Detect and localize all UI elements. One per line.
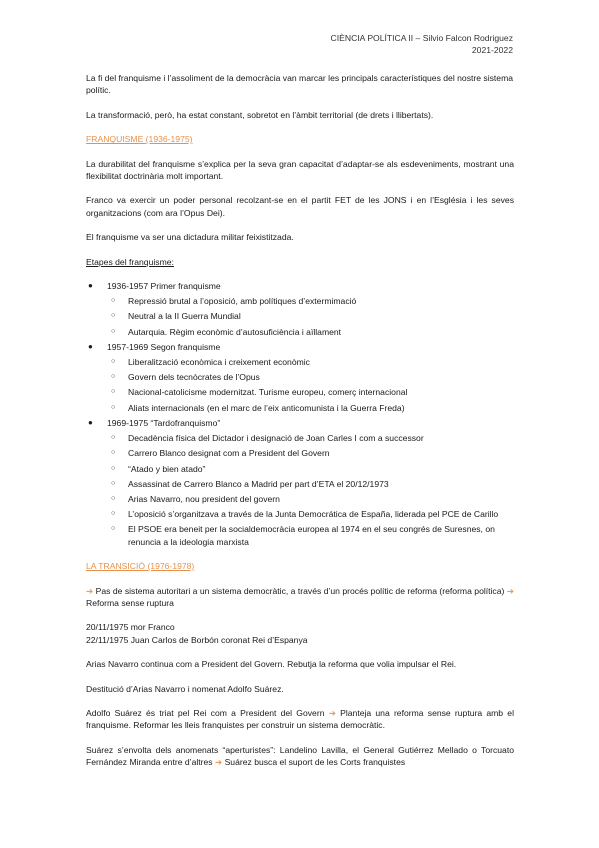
list-item-text: Nacional-catolicisme modernitzat. Turisme europeu, comerç internacional xyxy=(128,387,408,398)
bullet-disc-icon: ● xyxy=(88,341,93,351)
bullet-circle-icon: ○ xyxy=(111,510,116,518)
list-item-text: Assassinat de Carrero Blanco a Madrid per part d’ETA el 20/12/1973 xyxy=(128,478,389,489)
list-item xyxy=(107,463,514,475)
franquisme-paragraph-1: La durabilitat del franquisme s’explica per la seva gran capacitat d’adaptar-se als esdeveniments, mostrant una flexibilitat doctrinària molt important. xyxy=(86,158,514,182)
list-item-text: Aliats internacionals (en el marc de l’eix anticomunista i la Guerra Freda) xyxy=(128,402,405,413)
transicio-paragraph-4 xyxy=(86,707,514,732)
paragraph-text: Adolfo Suárez és triat pel Rei com a President del Govern xyxy=(86,707,325,718)
bullet-circle-icon: ○ xyxy=(111,479,116,487)
franquisme-paragraph-3: El franquisme va ser una dictadura militar feixistitzada. xyxy=(86,232,294,243)
bullet-circle-icon: ○ xyxy=(111,464,116,472)
list-item-text: Neutral a la II Guerra Mundial xyxy=(128,311,241,322)
list-item-text: Carrero Blanco designat com a President del Govern xyxy=(128,448,330,459)
bullet-circle-icon: ○ xyxy=(111,297,116,305)
list-item-text: El PSOE era beneit per la socialdemocràcia europea al 1974 en el seu congrés de Suresnes, on renuncia a la ideologia marxista xyxy=(128,524,495,547)
stage-label: 1936-1957 Primer franquisme xyxy=(107,281,221,292)
arrow-right-icon: ➔ xyxy=(328,707,336,718)
date-line-2: 22/11/1975 Juan Carlos de Borbón coronat Rei d’Espanya xyxy=(86,634,308,645)
header-course-author: CIÈNCIA POLÍTICA II – Silvio Falcon Rodriguez xyxy=(330,33,513,43)
list-item-text: Govern dels tecnòcrates de l’Opus xyxy=(128,372,260,383)
list-item-text: “Atado y bien atado” xyxy=(128,463,206,474)
bullet-circle-icon: ○ xyxy=(111,434,116,442)
paragraph-text: Suárez busca el suport de les Corts franquistes xyxy=(224,757,406,768)
page-header xyxy=(331,32,513,56)
header-academic-year: 2021-2022 xyxy=(471,45,513,55)
bullet-circle-icon: ○ xyxy=(111,494,116,502)
list-item xyxy=(107,523,514,548)
arrow-right-icon: ➔ xyxy=(214,757,223,768)
transicio-paragraph-2: Arias Navarro continua com a President del Govern. Rebutja la reforma que volia impulsar el Rei. xyxy=(86,659,457,670)
franquisme-paragraph-2: Franco va exercir un poder personal recolzant-se en el partit FET de les JONS i en l’Església i les seves organitzacions (com ara l’Opus Dei). xyxy=(86,195,514,218)
bullet-circle-icon: ○ xyxy=(111,525,116,533)
stage-item xyxy=(86,280,514,338)
stage-subitems xyxy=(107,356,514,414)
stage-label: 1969-1975 “Tardofranquismo” xyxy=(107,417,221,428)
bullet-disc-icon: ● xyxy=(88,281,93,291)
section-title-franquisme: FRANQUISME (1936-1975) xyxy=(86,134,193,145)
list-item xyxy=(107,478,514,490)
bullet-circle-icon: ○ xyxy=(111,449,116,457)
arrow-right-icon: ➔ xyxy=(86,585,94,596)
list-item xyxy=(107,386,514,398)
stage-item xyxy=(86,341,514,414)
list-item xyxy=(107,447,514,459)
list-item xyxy=(107,326,514,338)
list-item-text: Liberalització econòmica i creixement econòmic xyxy=(128,357,310,368)
intro-paragraph-1: La fi del franquisme i l’assoliment de la democràcia van marcar les principals característiques del nostre sistema polític. xyxy=(86,73,514,96)
list-item xyxy=(107,371,514,383)
list-item xyxy=(107,402,514,414)
list-item xyxy=(107,432,514,444)
arrow-right-icon: ➔ xyxy=(506,585,515,596)
bullet-circle-icon: ○ xyxy=(111,373,116,381)
list-item-text: Repressió brutal a l’oposició, amb polítiques d’extermimació xyxy=(128,296,357,307)
list-item-text: Decadència física del Dictador i designació de Joan Carles I com a successor xyxy=(128,433,424,444)
stage-subitems xyxy=(107,295,514,338)
paragraph-text: Reforma sense ruptura xyxy=(86,597,174,608)
list-item xyxy=(107,493,514,505)
stages-list xyxy=(86,280,514,548)
paragraph-text: Planteja una reforma sense ruptura amb el franquisme. Reformar les lleis franquistes per construir un sistema democràtic. xyxy=(86,707,514,731)
list-item xyxy=(107,356,514,368)
transicio-paragraph-3: Destitució d’Arias Navarro i nomenat Adolfo Suárez. xyxy=(86,683,284,694)
list-item xyxy=(107,508,514,520)
bullet-circle-icon: ○ xyxy=(111,327,116,335)
transicio-paragraph-1 xyxy=(86,585,514,610)
list-item-text: Autarquia. Règim econòmic d’autosuficiència i aïllament xyxy=(128,326,342,337)
date-line-1: 20/11/1975 mor Franco xyxy=(86,622,175,633)
list-item xyxy=(107,295,514,307)
transicio-paragraph-5 xyxy=(86,744,514,769)
stage-label: 1957-1969 Segon franquisme xyxy=(107,341,221,352)
bullet-circle-icon: ○ xyxy=(111,388,116,396)
bullet-disc-icon: ● xyxy=(88,417,93,427)
bullet-circle-icon: ○ xyxy=(111,358,116,366)
intro-paragraph-2: La transformació, però, ha estat constant, sobretot en l’àmbit territorial (de drets i llibertats). xyxy=(86,109,434,120)
document-body xyxy=(86,72,514,781)
list-item xyxy=(107,310,514,322)
paragraph-text: Pas de sistema autoritari a un sistema democràtic, a través d’un procés polític de reforma (reforma política) xyxy=(95,585,505,596)
bullet-circle-icon: ○ xyxy=(111,312,116,320)
etapes-heading: Etapes del franquisme: xyxy=(86,256,174,267)
section-title-transicio: LA TRANSICIÓ (1976-1978) xyxy=(86,561,195,572)
paragraph-text: Suárez s’envolta dels anomenats “aperturistes”: Landelino Lavilla, el General Gutiérrez Mellado o Torcuato Fernández Miranda entre d’altres xyxy=(86,744,514,768)
list-item-text: L’oposició s’organitzava a través de la Junta Democrática de España, liderada pel PCE de Carillo xyxy=(128,509,499,520)
list-item-text: Arias Navarro, nou president del govern xyxy=(128,493,280,504)
bullet-circle-icon: ○ xyxy=(111,403,116,411)
stage-item xyxy=(86,417,514,548)
stage-subitems xyxy=(107,432,514,548)
